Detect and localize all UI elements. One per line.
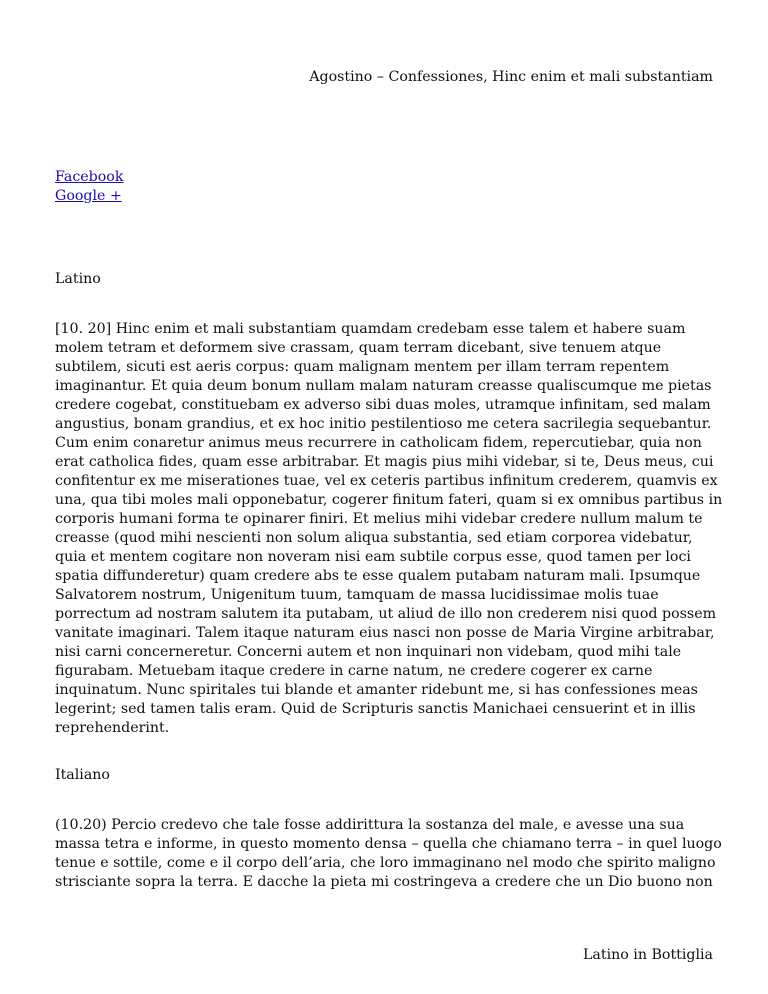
italian-section-label: Italiano	[55, 767, 110, 783]
latin-paragraph: [10. 20] Hinc enim et mali substantiam quamdam credebam esse talem et habere suam molem tetram et deformem sive crassam, quam terram dicebant, sive tenuem atque subtilem, sicuti est aeris corpus: quam malignam mentem per illam terram repentem imaginantur. Et quia deum bonum nullam malam naturam creasse qualiscumque me pietas credere cogebat, constituebam ex adverso sibi duas moles, utramque infinitam, sed malam angustius, bonam grandius, et ex hoc initio pestilentioso me cetera sacrilegia sequebantur. Cum enim conaretur animus meus recurrere in catholicam fidem, repercutiebar, quia non erat catholica fides, quam esse arbitrabar. Et magis pius mihi videbar, si te, Deus meus, cui confitentur ex me miserationes tuae, vel ex ceteris partibus infinitum crederem, quamvis ex una, qua tibi moles mali opponebatur, cogerer finitum fateri, quam si ex omnibus partibus in corporis humani forma te opinarer finiri. Et melius mihi videbar credere nullum malum te creasse (quod mihi nescienti non solum aliqua substantia, sed etiam corporea videbatur, quia et mentem cogitare non noveram nisi eam subtile corpus esse, quod tamen per loci spatia diffunderetur) quam credere abs te esse qualem putabam naturam mali. Ipsumque Salvatorem nostrum, Unigenitum tuum, tamquam de massa lucidissimae molis tuae porrectum ad nostram salutem ita putabam, ut aliud de illo non crederem nisi quod possem vanitate imaginari. Talem itaque naturam eius nasci non posse de Maria Virgine arbitrabar, nisi carni concerneretur. Concerni autem et non inquinari non videbam, quod mihi tale figurabam. Metuebam itaque credere in carne natum, ne credere cogerer ex carne inquinatum. Nunc spiritales tui blande et amanter ridebunt me, si has confessiones meas legerint; sed tamen talis eram. Quid de Scripturis sanctis Manichaei censuerint et in illis reprehenderint.	[55, 321, 723, 736]
italian-paragraph: (10.20) Percio credevo che tale fosse addirittura la sostanza del male, e avesse una sua massa tetra e informe, in questo momento densa – quella che chiamano terra – in quel luogo tenue e sottile, come e il corpo dell’aria, che loro immaginano nel modo che spirito maligno strisciante sopra la terra. E dacche la pieta mi costringeva a credere che un Dio buono non	[55, 817, 722, 890]
google-plus-link[interactable]: Google +	[55, 188, 122, 204]
page-footer: Latino in Bottiglia	[582, 947, 713, 963]
facebook-link[interactable]: Facebook	[55, 169, 124, 185]
social-links	[55, 168, 123, 206]
latin-section-label: Latino	[55, 271, 101, 287]
document-title: Agostino – Confessiones, Hinc enim et mali substantiam	[309, 69, 713, 85]
